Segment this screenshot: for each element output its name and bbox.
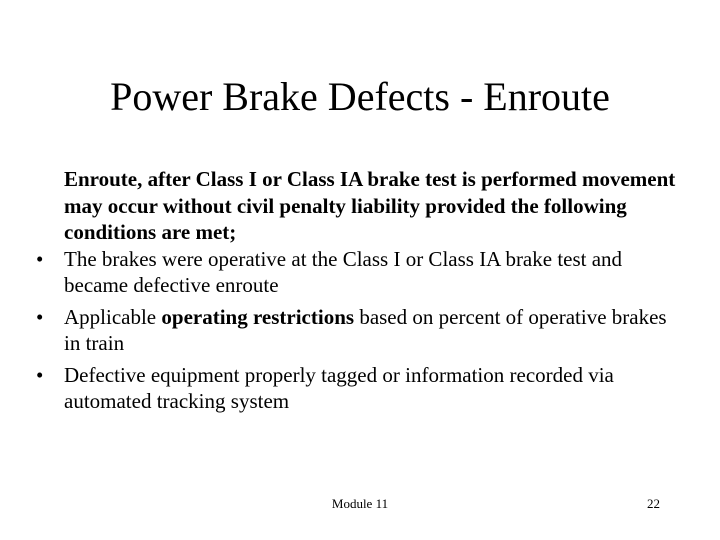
bullet-item-brakes-operative <box>36 246 686 299</box>
slide-body <box>36 166 686 420</box>
footer-module-label: Module 11 <box>331 496 389 511</box>
bullet-text-emphasis: operating restrictions <box>161 304 355 329</box>
bullet-item-defective-equipment <box>36 362 686 415</box>
bullet-icon: • <box>36 362 44 387</box>
bullet-item-operating-restrictions <box>36 304 686 357</box>
bullet-text: Defective equipment properly tagged or information recorded via automated tracking system <box>64 362 614 413</box>
bullet-icon: • <box>36 246 44 271</box>
bullet-icon: • <box>36 304 44 329</box>
footer-page-number: 22 <box>647 496 660 511</box>
bullet-text-prefix: Applicable <box>64 304 162 329</box>
bullet-list <box>36 246 686 415</box>
bullet-text-suffix: based on percent of operative brakes in train <box>64 304 667 355</box>
slide-title: Power Brake Defects - Enroute <box>110 74 610 119</box>
intro-paragraph: Enroute, after Class I or Class IA brake test is performed movement may occur without civil penalty liability provided the following conditions are met; <box>64 167 676 244</box>
bullet-text: The brakes were operative at the Class I or Class IA brake test and became defective enroute <box>64 246 623 297</box>
